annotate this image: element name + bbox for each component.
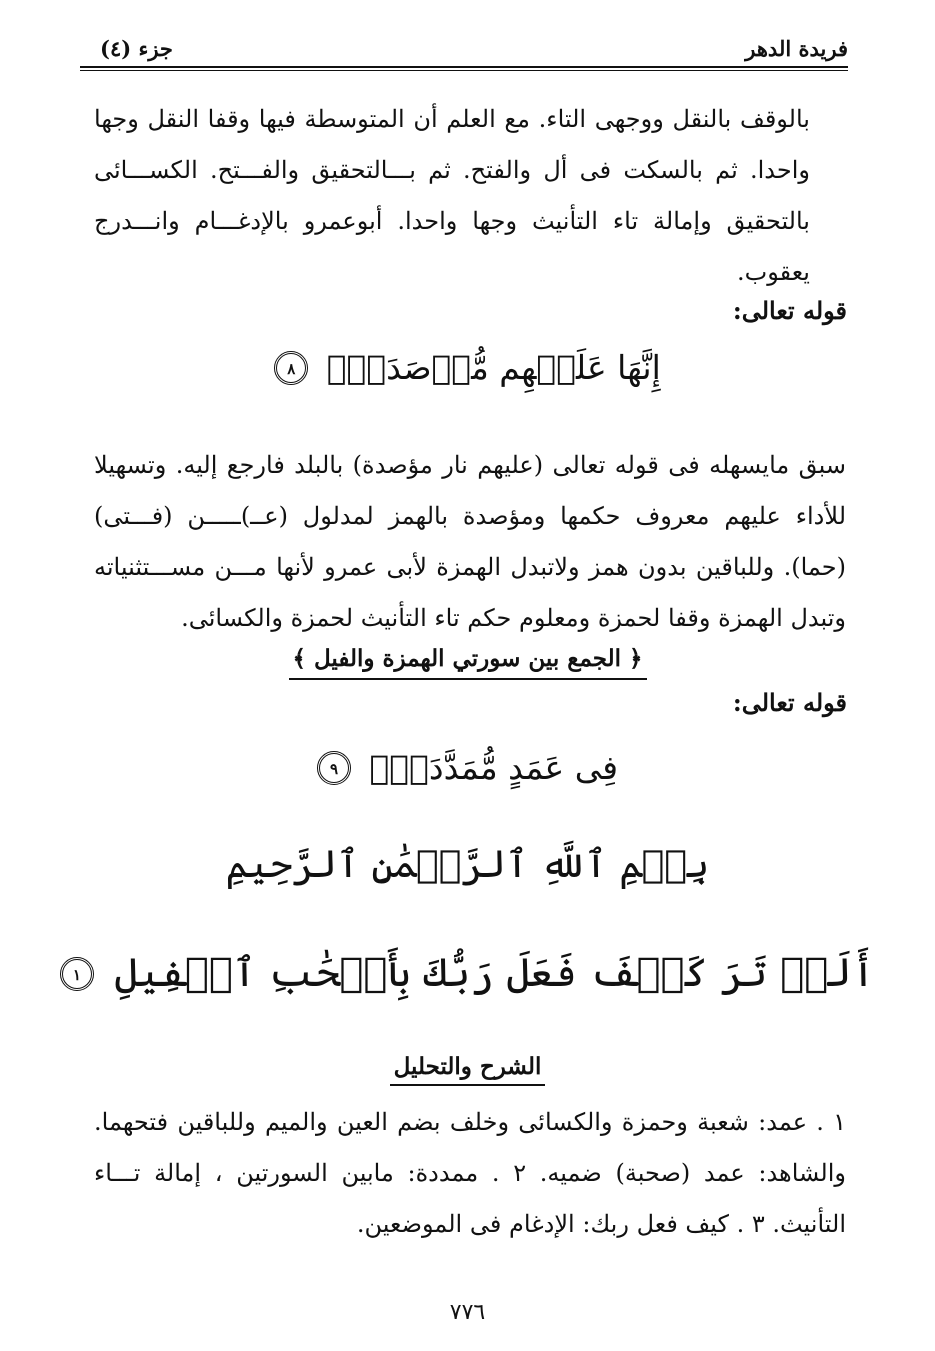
page-number: ٧٧٦ [449,1300,486,1325]
verse-text: إِنَّهَا عَلَيۡهِم مُّؤۡصَدَةُۢ [326,348,661,387]
verse-intro-label-2: قوله تعالى: [732,688,847,717]
basmala-text: بِسۡمِ ٱللَّهِ ٱلرَّحۡمَٰنِ ٱلرَّحِيمِ [225,842,710,886]
verse-intro-label-1: قوله تعالى: [732,296,847,325]
book-title: فريدة الدهر [745,36,848,61]
verse-text: أَلَمۡ تَرَ كَيۡفَ فَعَلَ رَبُّكَ بِأَصۡحَٰبِ ٱلۡفِيلِ [114,950,876,996]
header-rule-thin [80,70,848,71]
verse-text: فِى عَمَدٍ مُّمَدَّدَةِۭ [369,748,619,787]
quran-verse-9 [0,748,935,787]
verse-number-medallion-icon: ٩ [317,751,351,785]
section-title-text: الشرح والتحليل [390,1053,546,1086]
page-header [80,30,848,66]
section-title-2 [0,1053,935,1080]
quran-verse-8 [0,348,935,387]
verse-number-medallion-icon: ١ [60,957,94,991]
verse-number-medallion-icon: ٨ [274,351,308,385]
quran-verse-1 [0,950,935,996]
paragraph-3: ١ . عمد: شعبة وحمزة والكسائى وخلف بضم العين والميم وللباقين فتحهما. والشاهد: عمد (صحبة) ضميه. ٢ . ممددة: مابين السورتين ، إمالة تـــاء التأنيث. ٣ . كيف فعل ربك: الإدغام فى الموضعين. [94,1108,846,1238]
part-number: جزء (٤) [100,36,173,61]
paragraph-2: سبق مايسهله فى قوله تعالى (عليهم نار مؤصدة) بالبلد فارجع إليه. وتسهيلا للأداء عليهم معروف حكمها ومؤصدة بالهمز لمدلول (عــ)ـــــن (فـــتى) (حما). وللباقين بدون همز ولاتبدل الهمزة لأبى عمرو لأنها مـــن مســـتثنياته وتبدل الهمزة وقفا لحمزة ومعلوم حكم تاء التأنيث لحمزة والكسائى. [94,451,846,632]
section-title-1 [0,645,935,672]
section-title-text: ﴿ الجمع بين سورتي الهمزة والفيل ﴾ [289,645,647,680]
paragraph-1: بالوقف بالنقل ووجهى التاء. مع العلم أن المتوسطة فيها وقفا النقل وجها واحدا. ثم بالسكت فى أل والفتح. ثم بـــالتحقيق والفـــتح. الكســـائى بالتحقيق وإمالة تاء التأنيث وجها واحدا. أبوعمرو بالإدغـــام وانـــدرج يعقوب. [94,105,810,286]
header-rule [80,66,848,68]
basmala [0,842,935,886]
